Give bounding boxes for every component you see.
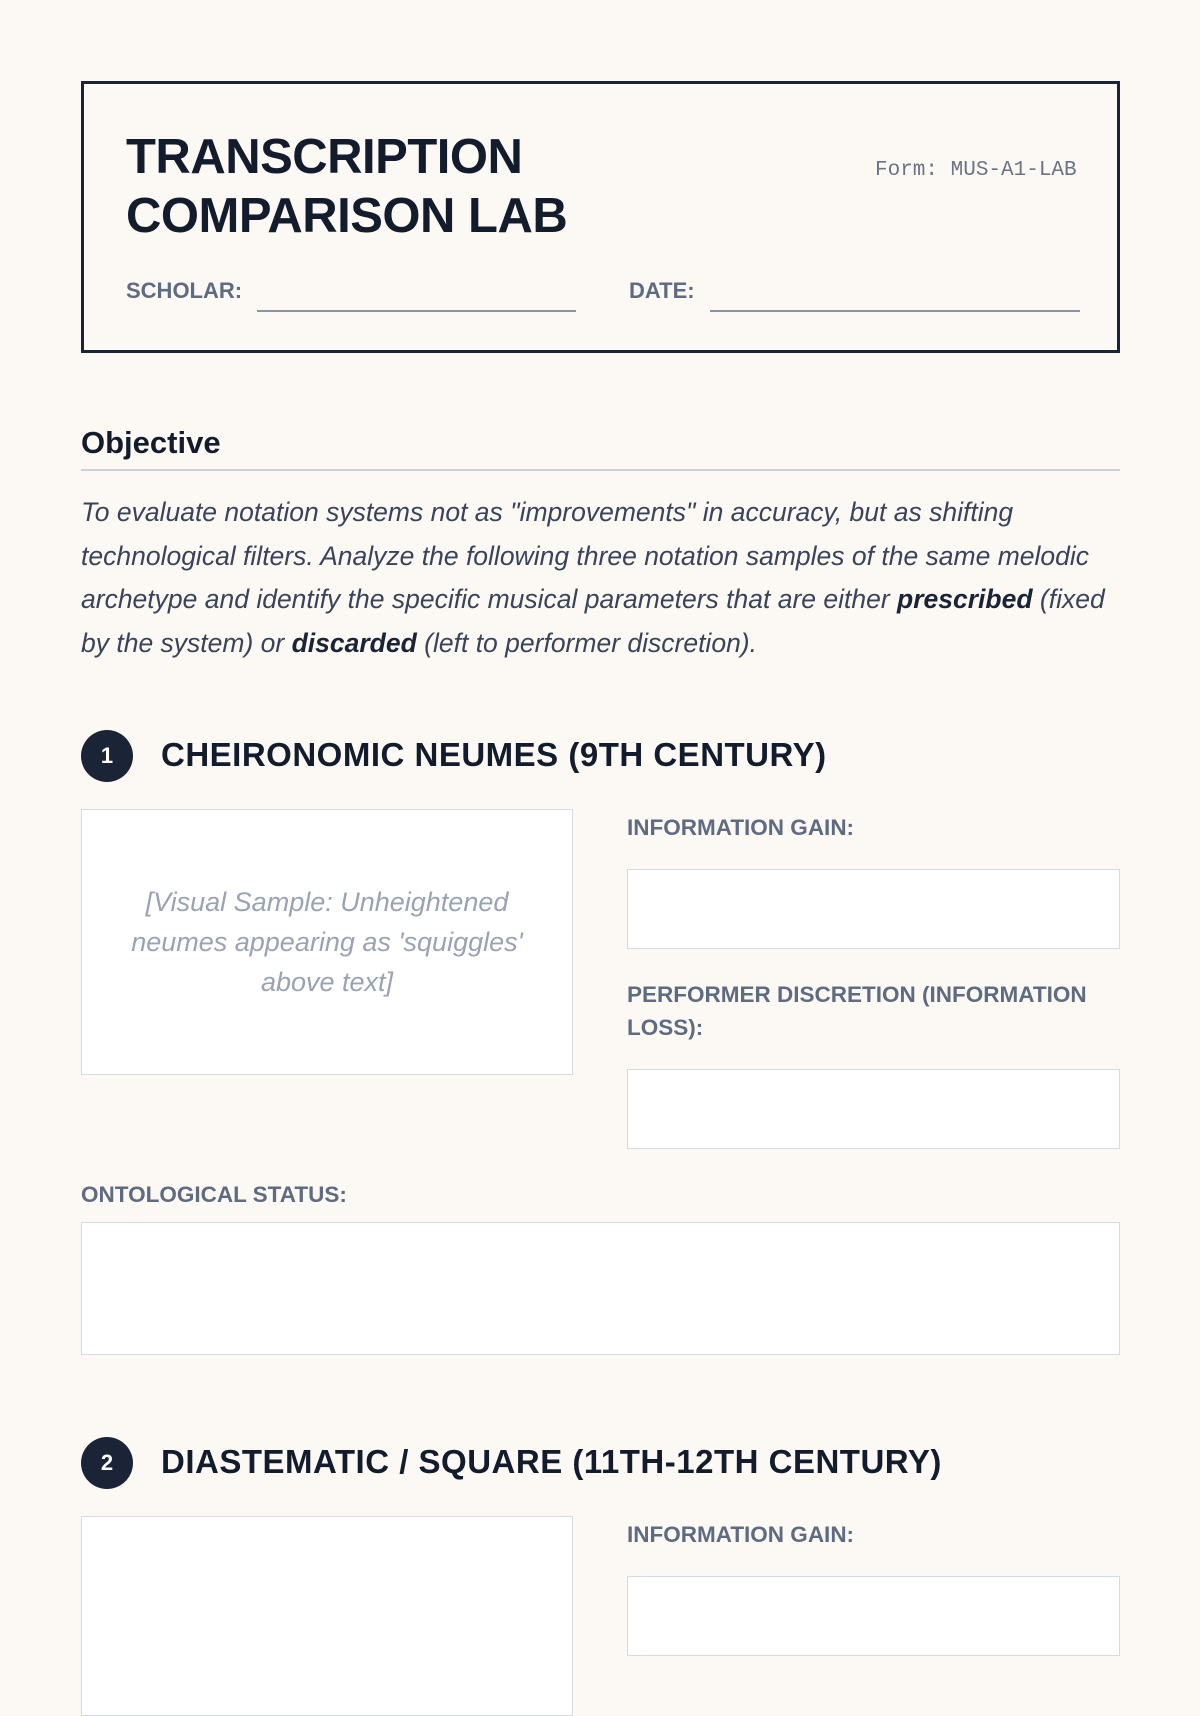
visual-sample-box <box>81 809 573 1075</box>
information-gain-label: INFORMATION GAIN: <box>627 1522 855 1547</box>
part-1-header <box>81 730 1120 782</box>
document-title: TRANSCRIPTION COMPARISON LAB <box>126 130 568 243</box>
performer-discretion-label: PERFORMER DISCRETION (INFORMATION LOSS): <box>627 982 1087 1040</box>
objective-text-part: To evaluate notation systems not as "improvements" in accuracy, but as shifting technological filters. Analyze the following three notation samples of the same melodic archetype and identify the specific musical parameters that are either <box>81 497 1090 614</box>
objective-heading: Objective <box>81 425 1120 471</box>
form-code: Form: MUS-A1-LAB <box>875 159 1077 182</box>
information-gain-field[interactable] <box>627 869 1120 949</box>
ontological-status-label: ONTOLOGICAL STATUS: <box>81 1182 347 1207</box>
objective-text-part: (fixed by the system) or <box>81 584 1105 658</box>
part-title: DIASTEMATIC / SQUARE (11TH-12TH CENTURY) <box>161 1443 942 1480</box>
visual-sample-placeholder: [Visual Sample: Unheightened neumes appearing as 'squiggles' above text] <box>131 887 523 997</box>
objective-prescribed: prescribed <box>897 584 1033 614</box>
part-title: CHEIRONOMIC NEUMES (9TH CENTURY) <box>161 736 827 773</box>
information-gain-field[interactable] <box>627 1576 1120 1656</box>
scholar-field[interactable] <box>257 310 576 312</box>
objective-discarded: discarded <box>291 627 417 658</box>
objective-text-part: (left to performer discretion). <box>416 627 757 658</box>
date-label: DATE: <box>629 278 695 303</box>
information-gain-label: INFORMATION GAIN: <box>627 815 855 840</box>
ontological-status-field[interactable] <box>81 1222 1120 1355</box>
scholar-label: SCHOLAR: <box>126 278 243 303</box>
date-field[interactable] <box>710 310 1080 312</box>
objective-text <box>81 491 1120 665</box>
part-number-badge: 1 <box>81 730 133 782</box>
visual-sample-box <box>81 1516 573 1716</box>
part-number-badge: 2 <box>81 1437 133 1489</box>
performer-discretion-field[interactable] <box>627 1069 1120 1149</box>
part-2-header <box>81 1437 1120 1489</box>
header-box <box>81 81 1120 353</box>
